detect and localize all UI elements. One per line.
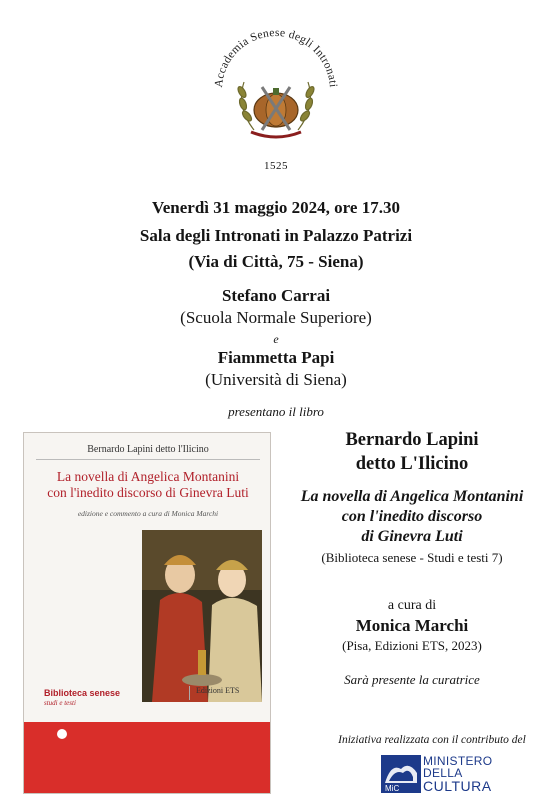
cover-title: La novella di Angelica Montanini: [56, 469, 240, 484]
emblem-academy-name: Accademia Senese degli Intronati: [212, 26, 339, 89]
event-venue: Sala degli Intronati in Palazzo Patrizi: [139, 226, 413, 245]
ministry-name: MINISTERO: [423, 754, 493, 768]
conjunction: e: [273, 332, 279, 346]
book-title: con l'inedito discorso: [341, 508, 483, 525]
ministry-badge-text: MiC: [385, 784, 400, 793]
speaker-name: Fiammetta Papi: [217, 348, 335, 367]
cover-editor: edizione e commento a cura di Monica Marchi: [77, 509, 219, 518]
cover-seal-icon: [57, 729, 67, 739]
cover-publisher: Edizioni ETS: [189, 686, 256, 700]
cover-series-subtitle: studi e testi: [44, 699, 76, 707]
curator-name: Monica Marchi: [355, 616, 469, 635]
book-cover: [23, 432, 271, 794]
book-series: (Biblioteca senese - Studi e testi 7): [321, 550, 503, 565]
foundation-year: 1525: [264, 160, 288, 172]
speaker-affiliation: (Scuola Normale Superiore): [180, 308, 372, 327]
curated-by-label: a cura di: [387, 598, 437, 613]
academy-emblem: [206, 12, 346, 152]
ministry-logo: [381, 754, 511, 796]
speaker-name: Stefano Carrai: [221, 286, 331, 305]
cover-series: Biblioteca senese: [44, 688, 121, 698]
speaker-affiliation: (Università di Siena): [205, 370, 347, 389]
book-title: La novella di Angelica Montanini: [300, 488, 524, 505]
publication-info: (Pisa, Edizioni ETS, 2023): [342, 638, 482, 653]
book-author: Bernardo Lapini: [345, 430, 479, 450]
book-author: detto L'Ilicino: [355, 454, 469, 474]
cover-painting: [142, 530, 262, 702]
ministry-name: CULTURA: [423, 778, 492, 794]
event-date: Venerdì 31 maggio 2024, ore 17.30: [152, 198, 400, 217]
cover-title: con l'inedito discorso di Ginevra Luti: [47, 485, 249, 500]
cover-divider: [36, 459, 260, 460]
event-address: (Via di Città, 75 - Siena): [188, 252, 364, 271]
book-title: di Ginevra Luti: [361, 528, 463, 545]
ministry-emblem-icon: [381, 755, 421, 793]
cover-author: Bernardo Lapini detto l'Ilicino: [87, 444, 209, 455]
attendance-note: Sarà presente la curatrice: [344, 672, 480, 687]
ministry-name: DELLA: [423, 766, 463, 780]
presenting-label: presentano il libro: [228, 404, 324, 419]
funding-credit: Iniziativa realizzata con il contributo del: [338, 734, 526, 746]
